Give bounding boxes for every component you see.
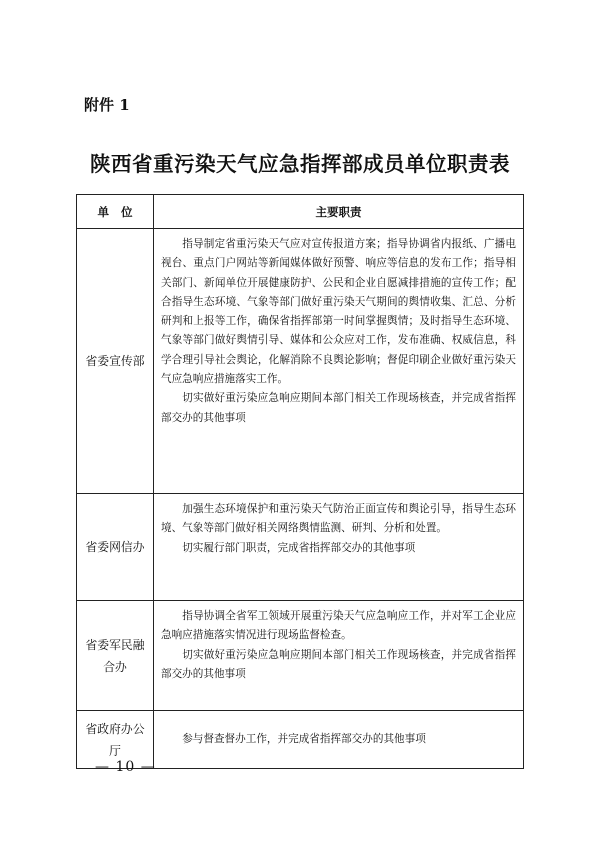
duty-paragraph: 参与督查督办工作，并完成省指挥部交办的其他事项	[182, 732, 426, 745]
table-row	[77, 229, 524, 494]
unit-name: 省委宣传部	[77, 229, 154, 494]
duty-paragraph: 指导协调全省军工领域开展重污染天气应急响应工作，并对军工企业应急响应措施落实情况进行现场监督检查。	[161, 610, 516, 642]
document-title: 陕西省重污染天气应急指挥部成员单位职责表	[90, 152, 510, 176]
unit-name: 省委军民融合办	[77, 601, 154, 711]
duty-table	[76, 194, 524, 769]
duty-description	[154, 229, 524, 494]
header-duties: 主要职责	[154, 195, 524, 229]
duty-paragraph: 指导制定省重污染天气应对宣传报道方案；指导协调省内报纸、广播电视台、重点门户网站等新闻媒体做好预警、响应等信息的发布工作；指导相关部门、新闻单位开展健康防护、公民和企业自愿减排措施的宣传工作；配合指导生态环境、气象等部门做好重污染天气期间的舆情收集、汇总、分析研判和上报等工作，确保省指挥部第一时间掌握舆情；及时指导生态环境、气象等部门做好舆情引导、媒体和公众应对工作，发布准确、权威信息，科学合理引导社会舆论，化解消除不良舆论影响；督促印刷企业做好重污染天气应急响应措施落实工作。	[161, 238, 516, 386]
duty-description	[154, 494, 524, 601]
attachment-label: 附件 1	[84, 96, 130, 114]
table-header-row	[77, 195, 524, 229]
duty-paragraph: 切实履行部门职责，完成省指挥部交办的其他事项	[182, 541, 416, 554]
unit-name: 省委网信办	[77, 494, 154, 601]
duty-description	[154, 711, 524, 769]
table-row	[77, 494, 524, 601]
header-unit: 单位	[77, 195, 154, 229]
duty-paragraph: 切实做好重污染应急响应期间本部门相关工作现场核查，并完成省指挥部交办的其他事项	[161, 392, 516, 424]
table-row	[77, 601, 524, 711]
duty-paragraph: 切实做好重污染应急响应期间本部门相关工作现场核查，并完成省指挥部交办的其他事项	[161, 648, 516, 680]
duty-paragraph: 加强生态环境保护和重污染天气防治正面宣传和舆论引导，指导生态环境、气象等部门做好相关网络舆情监测、研判、分析和处置。	[161, 503, 516, 535]
duty-description	[154, 601, 524, 711]
unit-name: 省政府办公厅	[77, 711, 154, 769]
page-number: — 10 —	[95, 759, 156, 775]
